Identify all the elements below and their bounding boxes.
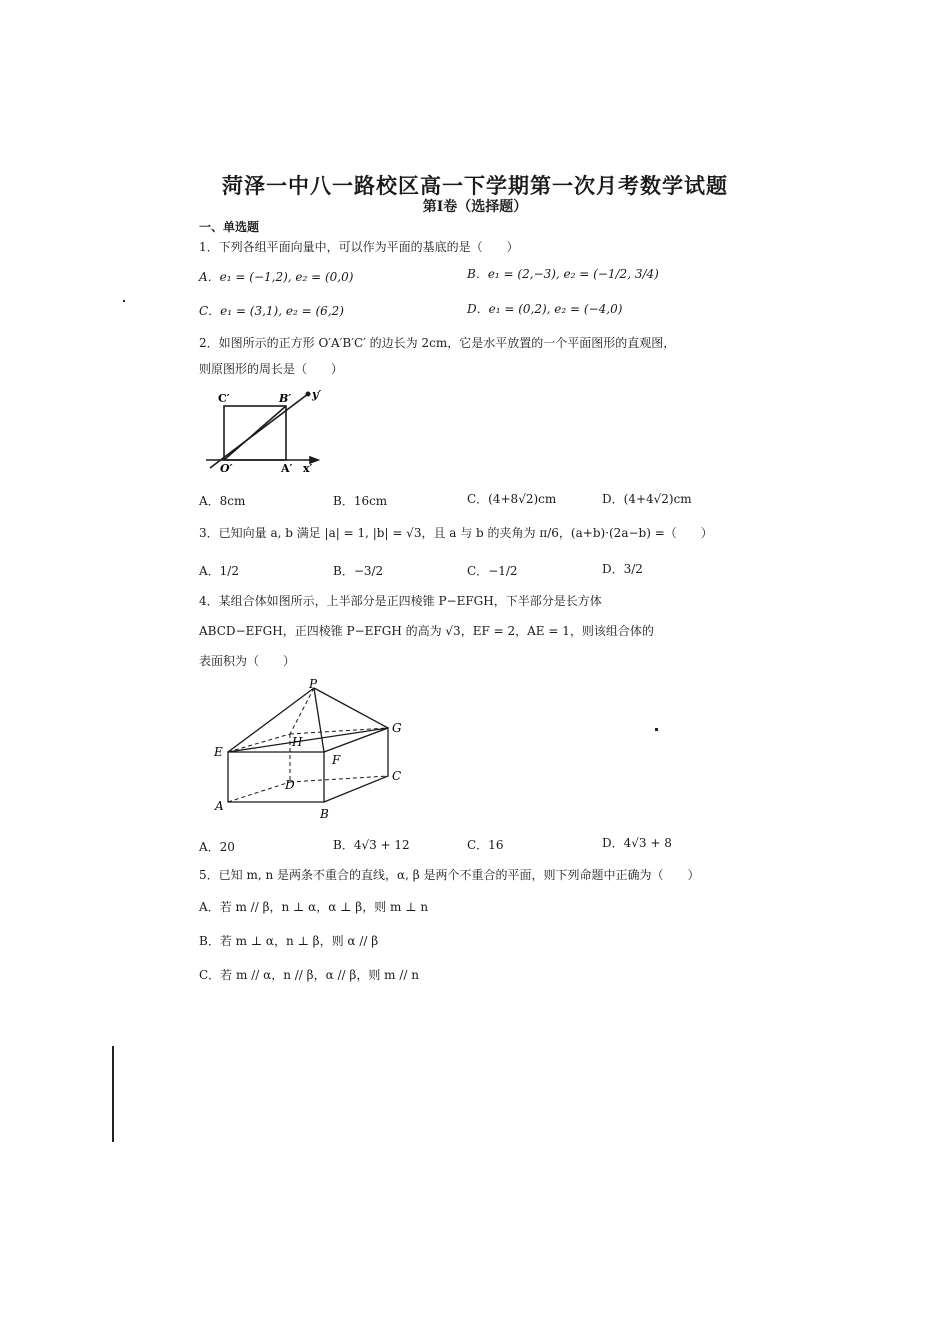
q4-label-f: F xyxy=(332,753,341,767)
q5-option-a: A．若 m // β，n ⊥ α，α ⊥ β，则 m ⊥ n xyxy=(199,900,429,914)
q2-option-d: D．(4+4√2)cm xyxy=(602,492,692,506)
q4-option-c: C．16 xyxy=(467,838,504,852)
q1-option-b: B．e₁ = (2,−3), e₂ = (−1/2, 3/4) xyxy=(467,267,659,281)
q2-label-b: B′ xyxy=(279,392,292,405)
q2-stem-line2: 则原图形的周长是（ ） xyxy=(199,362,344,376)
q5-option-b: B．若 m ⊥ α，n ⊥ β，则 α // β xyxy=(199,934,379,948)
q3-stem: 3．已知向量 a, b 满足 |a| = 1, |b| = √3，且 a 与 b 的夹角为 π/6，(a+b)·(2a−b) =（ ） xyxy=(199,526,713,540)
q2-label-c: C′ xyxy=(218,392,230,405)
q4-option-b: B．4√3 + 12 xyxy=(333,838,410,852)
q4-stem-line2: ABCD−EFGH，正四棱锥 P−EFGH 的高为 √3，EF = 2，AE = 1，则该组合体的 xyxy=(199,624,654,638)
q4-option-d: D．4√3 + 8 xyxy=(602,836,672,850)
q2-diagonal xyxy=(224,406,286,460)
q5-stem: 5．已知 m, n 是两条不重合的直线，α, β 是两个不重合的平面，则下列命题中正确为（ ） xyxy=(199,868,700,882)
page-subtitle: 第Ⅰ卷（选择题） xyxy=(422,199,528,215)
q2-option-b: B．16cm xyxy=(333,494,388,508)
q2-label-x: x′ xyxy=(303,462,313,474)
q4-label-g: G xyxy=(392,721,402,735)
q4-label-a: A xyxy=(215,799,224,813)
page-title: 菏泽一中八一路校区高一下学期第一次月考数学试题 xyxy=(222,173,728,198)
q1-option-a: A．e₁ = (−1,2), e₂ = (0,0) xyxy=(199,270,354,284)
q4-stem-line3: 表面积为（ ） xyxy=(199,654,296,668)
q4-label-p: P xyxy=(309,678,318,691)
scan-edge-line xyxy=(112,1046,114,1142)
q4-label-e: E xyxy=(214,745,223,759)
section-heading: 一、单选题 xyxy=(199,220,260,234)
q3-option-c: C．−1/2 xyxy=(467,564,518,578)
q2-stem-line1: 2．如图所示的正方形 O′A′B′C′ 的边长为 2cm，它是水平放置的一个平面图形的直观图， xyxy=(199,336,676,350)
q4-front-face xyxy=(228,752,324,802)
q2-square-figure xyxy=(200,388,330,474)
q2-label-o: O′ xyxy=(220,462,233,474)
q3-option-d: D．3/2 xyxy=(602,562,643,576)
q4-label-c: C xyxy=(392,769,402,783)
q2-option-a: A．8cm xyxy=(199,494,246,508)
q2-option-c: C．(4+8√2)cm xyxy=(467,492,557,506)
q5-option-c: C．若 m // α，n // β，α // β，则 m // n xyxy=(199,968,419,982)
q4-option-a: A．20 xyxy=(199,840,235,854)
q4-solid-figure xyxy=(208,678,420,824)
q2-label-y: y′ xyxy=(312,388,322,401)
q4-label-d: D xyxy=(285,778,295,792)
q3-option-a: A．1/2 xyxy=(199,564,239,578)
q1-option-c: C．e₁ = (3,1), e₂ = (6,2) xyxy=(199,304,344,318)
q1-stem: 1．下列各组平面向量中，可以作为平面的基底的是（ ） xyxy=(199,240,519,254)
scan-dot xyxy=(655,728,658,731)
q4-stem-line1: 4．某组合体如图所示，上半部分是正四棱锥 P−EFGH，下半部分是长方体 xyxy=(199,594,602,608)
q3-option-b: B．−3/2 xyxy=(333,564,384,578)
q4-label-b: B xyxy=(320,807,329,821)
q1-option-d: D．e₁ = (0,2), e₂ = (−4,0) xyxy=(467,302,623,316)
q4-label-h: H xyxy=(292,735,303,749)
scan-dot xyxy=(123,300,125,302)
q2-label-a: A′ xyxy=(281,462,293,474)
